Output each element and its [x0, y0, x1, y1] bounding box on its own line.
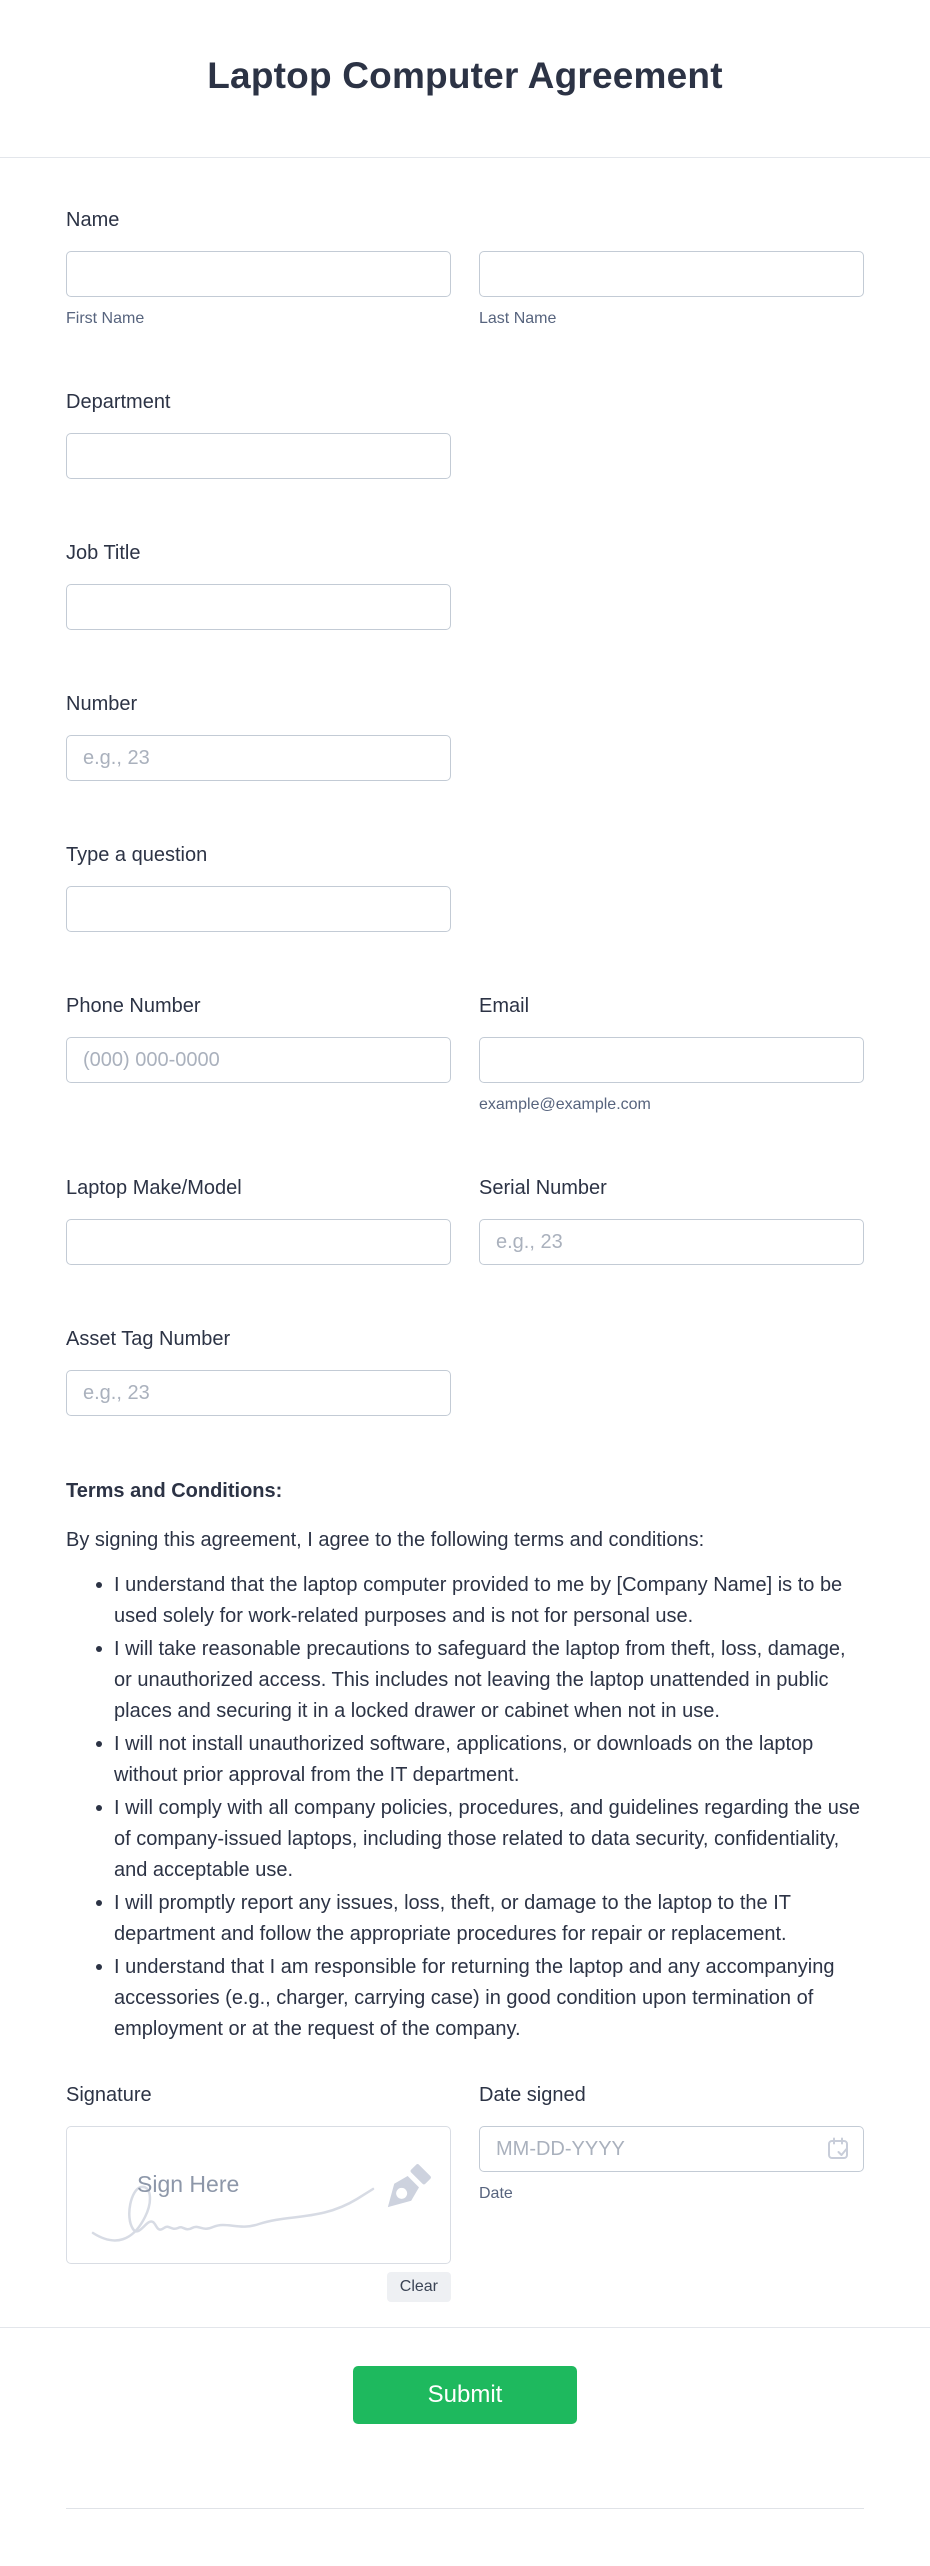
- field-number: [66, 690, 864, 781]
- field-name: [66, 206, 864, 328]
- submit-section: [0, 2328, 930, 2509]
- form-header: [0, 0, 930, 158]
- serial-number-label: Serial Number: [479, 1177, 607, 1199]
- terms-item: I will not install unauthorized software, applications, or downloads on the laptop without prior approval from the IT department.: [66, 1729, 864, 1791]
- name-label: Name: [66, 209, 120, 231]
- date-sublabel: Date: [479, 2185, 513, 2202]
- terms-block: [66, 1476, 864, 2045]
- laptop-model-input[interactable]: [66, 1219, 451, 1265]
- phone-label: Phone Number: [66, 995, 201, 1017]
- footer-divider: [66, 2508, 864, 2509]
- form-body: [0, 158, 930, 2302]
- field-question: [66, 841, 864, 932]
- terms-list: [66, 1570, 864, 2045]
- signature-pad[interactable]: [66, 2126, 451, 2264]
- field-asset-tag: [66, 1325, 864, 1416]
- calendar-icon[interactable]: [825, 2136, 851, 2162]
- last-name-sublabel: Last Name: [479, 310, 557, 327]
- terms-item: I understand that I am responsible for returning the laptop and any accompanying accessories (e.g., charger, carrying case) in good condition upon termination of employment or at the request of the company.: [66, 1952, 864, 2045]
- signature-label: Signature: [66, 2084, 152, 2106]
- asset-tag-input[interactable]: [66, 1370, 451, 1416]
- field-laptop-serial: [66, 1174, 864, 1265]
- serial-number-input[interactable]: [479, 1219, 864, 1265]
- email-label: Email: [479, 995, 530, 1017]
- date-signed-label: Date signed: [479, 2084, 586, 2106]
- question-label: Type a question: [66, 844, 208, 866]
- email-input[interactable]: [479, 1037, 864, 1083]
- signature-clear-button[interactable]: Clear: [387, 2272, 451, 2302]
- first-name-input[interactable]: [66, 251, 451, 297]
- laptop-model-label: Laptop Make/Model: [66, 1177, 242, 1199]
- asset-tag-label: Asset Tag Number: [66, 1328, 231, 1350]
- terms-item: I will promptly report any issues, loss, theft, or damage to the laptop to the IT department and follow the appropriate procedures for repair or replacement.: [66, 1888, 864, 1950]
- field-job-title: [66, 539, 864, 630]
- number-input[interactable]: [66, 735, 451, 781]
- last-name-input[interactable]: [479, 251, 864, 297]
- department-input[interactable]: [66, 433, 451, 479]
- question-input[interactable]: [66, 886, 451, 932]
- phone-input[interactable]: [66, 1037, 451, 1083]
- terms-item: I will comply with all company policies, procedures, and guidelines regarding the use of company-issued laptops, including those related to data security, confidentiality, and acceptable use.: [66, 1793, 864, 1886]
- sign-here-text: Sign Here: [137, 2171, 240, 2197]
- terms-heading: Terms and Conditions:: [66, 1480, 283, 1502]
- terms-intro: By signing this agreement, I agree to the following terms and conditions:: [66, 1529, 705, 1551]
- job-title-label: Job Title: [66, 542, 141, 564]
- page-title: Laptop Computer Agreement: [207, 55, 723, 96]
- number-label: Number: [66, 693, 138, 715]
- field-department: [66, 388, 864, 479]
- field-signature-date: [66, 2081, 864, 2302]
- terms-item: I understand that the laptop computer provided to me by [Company Name] is to be used solely for work-related purposes and is not for personal use.: [66, 1570, 864, 1632]
- first-name-sublabel: First Name: [66, 310, 145, 327]
- job-title-input[interactable]: [66, 584, 451, 630]
- email-sublabel: example@example.com: [479, 1096, 651, 1113]
- date-signed-input[interactable]: [479, 2126, 864, 2172]
- submit-button[interactable]: Submit: [353, 2366, 577, 2424]
- terms-item: I will take reasonable precautions to safeguard the laptop from theft, loss, damage, or unauthorized access. This includes not leaving the laptop unattended in public places and securing it in a locked drawer or cabinet when not in use.: [66, 1634, 864, 1727]
- department-label: Department: [66, 391, 171, 413]
- field-phone-email: [66, 992, 864, 1114]
- pen-nib-icon: [370, 2161, 434, 2225]
